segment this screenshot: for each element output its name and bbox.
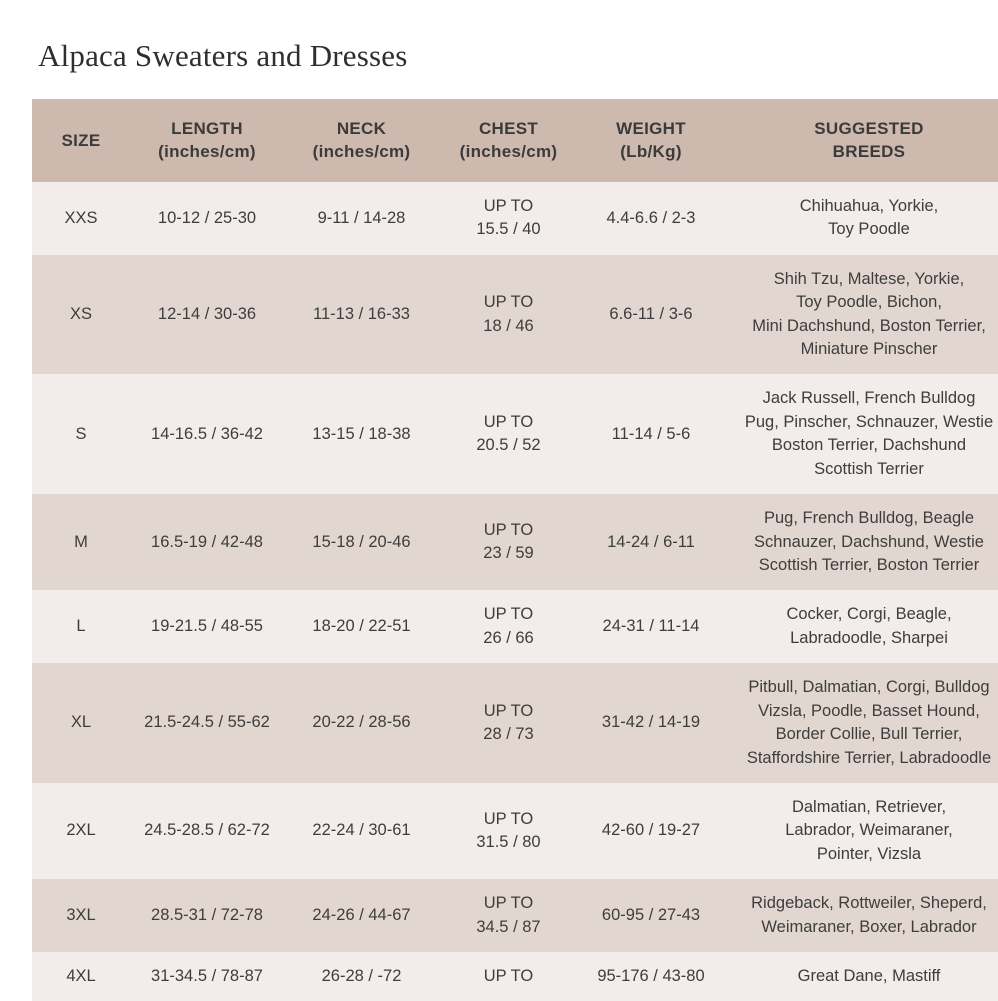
cell-breeds-line: Pug, French Bulldog, Beagle (763, 509, 975, 528)
cell-neck: 22-24 / 30-61 (284, 783, 439, 879)
cell-size: XL (32, 663, 130, 783)
column-header-breeds (724, 99, 998, 182)
cell-breeds-line: Labrador, Weimaraner, (785, 821, 953, 840)
cell-chest-line: UP TO (483, 809, 534, 828)
cell-breeds-line: Toy Poodle (828, 220, 910, 239)
column-header-chest-line1: CHEST (478, 119, 539, 138)
cell-chest-line: 34.5 / 87 (476, 917, 541, 936)
cell-chest-line: UP TO (483, 894, 534, 913)
cell-breeds-line: Ridgeback, Rottweiler, Sheperd, (751, 894, 987, 913)
cell-chest (439, 255, 578, 375)
column-header-neck-line2: (inches/cm) (312, 142, 411, 162)
page-title: Alpaca Sweaters and Dresses (38, 38, 408, 73)
cell-breeds-line: Jack Russell, French Bulldog (762, 389, 976, 408)
column-header-length (130, 99, 284, 182)
cell-size: 2XL (32, 783, 130, 879)
cell-breeds-line: Cocker, Corgi, Beagle, (786, 605, 952, 624)
cell-breeds (724, 374, 998, 494)
column-header-chest-line2: (inches/cm) (459, 142, 558, 162)
cell-chest (439, 663, 578, 783)
column-header-neck (284, 99, 439, 182)
cell-chest-line: UP TO (483, 293, 534, 312)
cell-neck: 9-11 / 14-28 (284, 182, 439, 255)
cell-breeds (724, 952, 998, 1001)
cell-chest (439, 182, 578, 255)
table-header (32, 99, 998, 182)
cell-chest (439, 783, 578, 879)
cell-chest-line: 20.5 / 52 (476, 436, 541, 455)
column-header-neck-line1: NECK (336, 119, 387, 138)
cell-breeds-line: Boston Terrier, Dachshund (771, 436, 967, 455)
cell-breeds-line: Chihuahua, Yorkie, (799, 196, 939, 215)
cell-weight: 60-95 / 27-43 (578, 879, 724, 952)
cell-breeds-line: Border Collie, Bull Terrier, (775, 725, 963, 744)
cell-chest-line: UP TO (483, 196, 534, 215)
column-header-weight-line2: (Lb/Kg) (620, 142, 682, 162)
table-row (32, 182, 998, 255)
cell-breeds (724, 663, 998, 783)
cell-length: 19-21.5 / 48-55 (130, 590, 284, 663)
cell-weight: 42-60 / 19-27 (578, 783, 724, 879)
cell-size: 4XL (32, 952, 130, 1001)
cell-neck: 24-26 / 44-67 (284, 879, 439, 952)
cell-breeds (724, 590, 998, 663)
cell-neck: 13-15 / 18-38 (284, 374, 439, 494)
cell-breeds-line: Dalmatian, Retriever, (791, 797, 947, 816)
cell-chest (439, 590, 578, 663)
cell-weight: 4.4-6.6 / 2-3 (578, 182, 724, 255)
column-header-size: SIZE (32, 99, 130, 182)
cell-neck: 15-18 / 20-46 (284, 494, 439, 590)
cell-chest-line: UP TO (483, 605, 534, 624)
cell-weight: 95-176 / 43-80 (578, 952, 724, 1001)
table-row (32, 494, 998, 590)
cell-size: XS (32, 255, 130, 375)
cell-weight: 6.6-11 / 3-6 (578, 255, 724, 375)
cell-neck: 11-13 / 16-33 (284, 255, 439, 375)
cell-breeds-line: Great Dane, Mastiff (797, 967, 941, 986)
cell-chest-line: 15.5 / 40 (476, 220, 541, 239)
cell-breeds-line: Schnauzer, Dachshund, Westie (754, 532, 984, 551)
column-header-weight-line1: WEIGHT (616, 119, 686, 138)
cell-chest-line: UP TO (483, 967, 534, 986)
cell-chest (439, 879, 578, 952)
cell-size: XXS (32, 182, 130, 255)
cell-length: 21.5-24.5 / 55-62 (130, 663, 284, 783)
size-table (32, 99, 998, 1001)
size-table-container (32, 99, 994, 1001)
cell-size: M (32, 494, 130, 590)
table-row (32, 663, 998, 783)
cell-breeds-line: Toy Poodle, Bichon, (796, 293, 942, 312)
cell-breeds-line: Vizsla, Poodle, Basset Hound, (758, 701, 980, 720)
cell-length: 12-14 / 30-36 (130, 255, 284, 375)
cell-neck: 18-20 / 22-51 (284, 590, 439, 663)
cell-breeds (724, 255, 998, 375)
cell-breeds-line: Weimaraner, Boxer, Labrador (761, 917, 977, 936)
cell-weight: 31-42 / 14-19 (578, 663, 724, 783)
cell-breeds-line: Scottish Terrier (814, 459, 924, 478)
cell-length: 31-34.5 / 78-87 (130, 952, 284, 1001)
cell-length: 16.5-19 / 42-48 (130, 494, 284, 590)
table-row (32, 590, 998, 663)
cell-breeds-line: Pitbull, Dalmatian, Corgi, Bulldog (748, 678, 990, 697)
cell-chest-line: 26 / 66 (483, 628, 534, 647)
cell-size: 3XL (32, 879, 130, 952)
table-row (32, 952, 998, 1001)
cell-breeds (724, 182, 998, 255)
cell-breeds-line: Mini Dachshund, Boston Terrier, (752, 316, 986, 335)
cell-weight: 14-24 / 6-11 (578, 494, 724, 590)
cell-breeds-line: Labradoodle, Sharpei (790, 628, 948, 647)
cell-chest (439, 952, 578, 1001)
table-row (32, 879, 998, 952)
table-row (32, 255, 998, 375)
cell-weight: 24-31 / 11-14 (578, 590, 724, 663)
column-header-weight (578, 99, 724, 182)
cell-breeds (724, 879, 998, 952)
cell-chest-line: UP TO (483, 701, 534, 720)
table-header-row (32, 99, 998, 182)
column-header-breeds-line1: SUGGESTED (814, 119, 924, 138)
column-header-length-line2: (inches/cm) (158, 142, 256, 162)
cell-chest-line: 28 / 73 (483, 725, 534, 744)
cell-chest (439, 494, 578, 590)
cell-breeds-line: Miniature Pinscher (800, 340, 938, 359)
cell-chest-line: UP TO (483, 520, 534, 539)
cell-breeds-line: Pug, Pinscher, Schnauzer, Westie (744, 412, 994, 431)
cell-breeds (724, 783, 998, 879)
cell-chest-line: 18 / 46 (483, 316, 534, 335)
cell-breeds-line: Scottish Terrier, Boston Terrier (758, 555, 980, 574)
cell-length: 10-12 / 25-30 (130, 182, 284, 255)
cell-chest-line: UP TO (483, 412, 534, 431)
cell-size: S (32, 374, 130, 494)
table-body (32, 182, 998, 1001)
cell-chest-line: 31.5 / 80 (476, 833, 541, 852)
cell-length: 24.5-28.5 / 62-72 (130, 783, 284, 879)
cell-length: 28.5-31 / 72-78 (130, 879, 284, 952)
cell-size: L (32, 590, 130, 663)
column-header-length-line1: LENGTH (171, 119, 243, 138)
cell-neck: 26-28 / -72 (284, 952, 439, 1001)
cell-neck: 20-22 / 28-56 (284, 663, 439, 783)
table-row (32, 374, 998, 494)
cell-chest-line: 23 / 59 (483, 544, 534, 563)
table-row (32, 783, 998, 879)
cell-breeds (724, 494, 998, 590)
cell-length: 14-16.5 / 36-42 (130, 374, 284, 494)
cell-breeds-line: Pointer, Vizsla (816, 844, 922, 863)
column-header-chest (439, 99, 578, 182)
cell-chest (439, 374, 578, 494)
cell-breeds-line: Staffordshire Terrier, Labradoodle (746, 748, 992, 767)
cell-weight: 11-14 / 5-6 (578, 374, 724, 494)
column-header-breeds-line2: BREEDS (832, 142, 906, 162)
cell-breeds-line: Shih Tzu, Maltese, Yorkie, (773, 269, 965, 288)
